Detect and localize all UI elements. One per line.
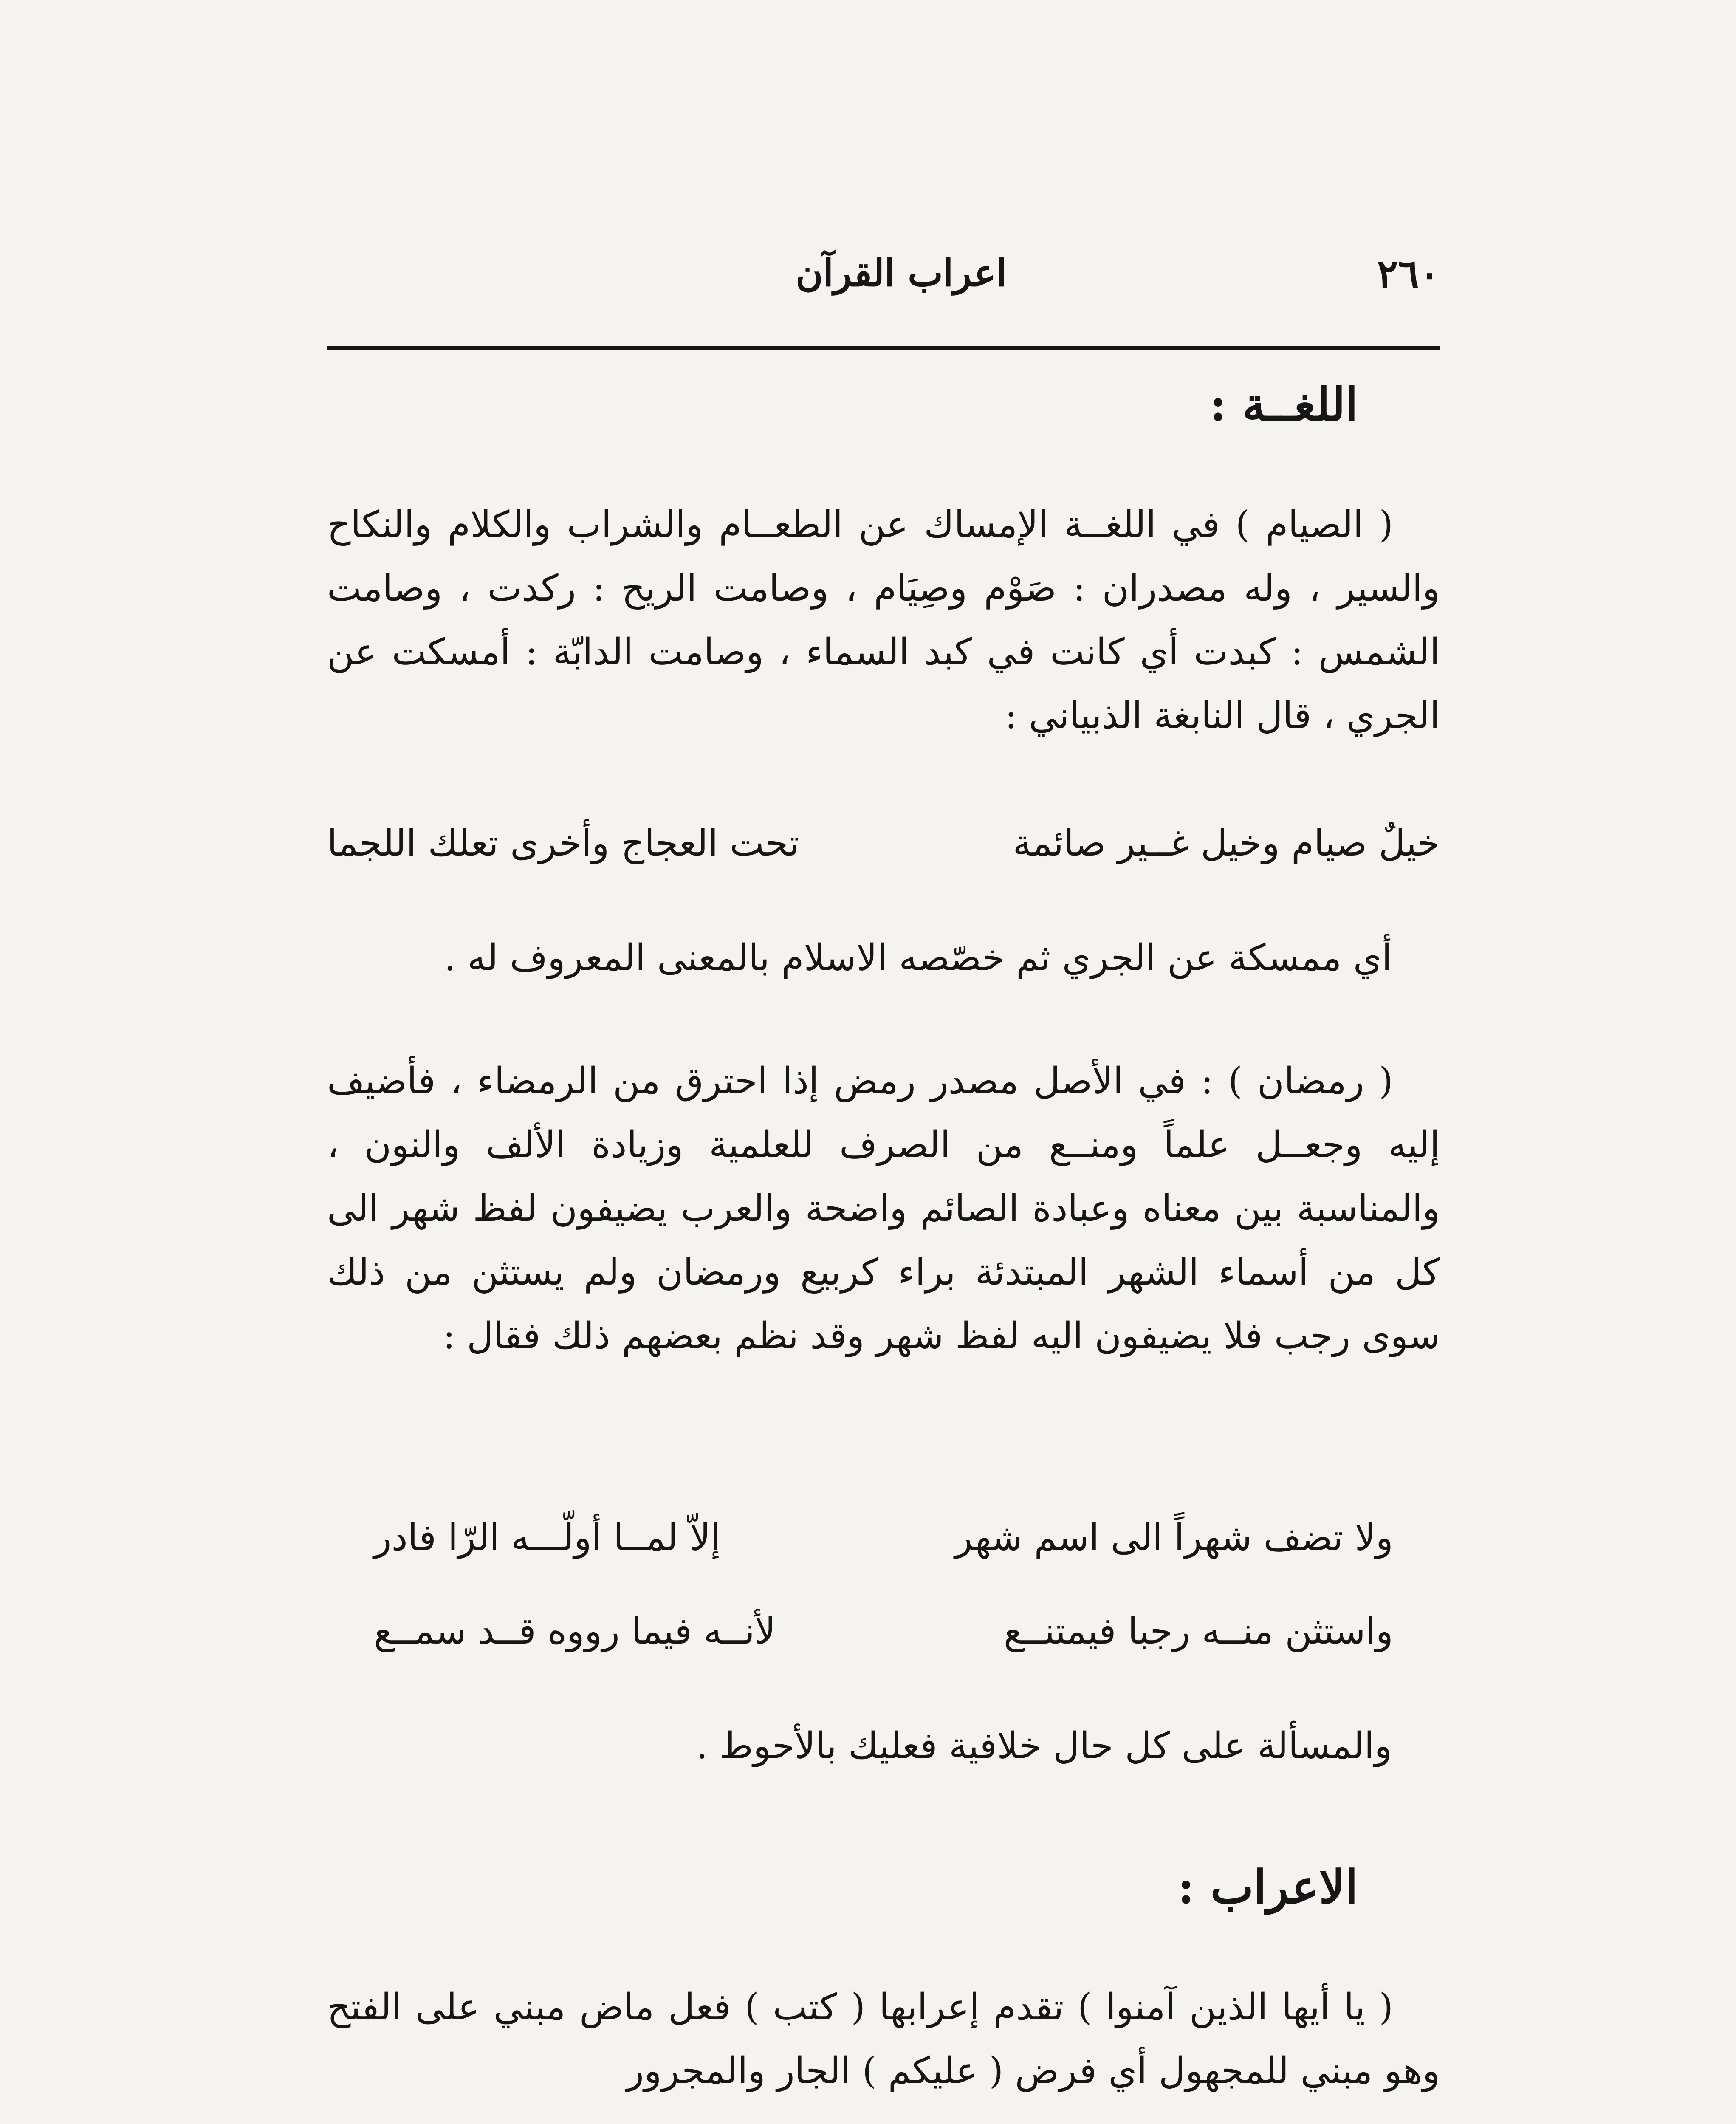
verse-shahr-1	[327, 1517, 1440, 1572]
verse-hemistich-left: لأنــه فيما رووه قــد سمــع	[374, 1610, 776, 1652]
paragraph-irab: ( يا أيها الذين آمنوا ) تقدم إعرابها ( كتب ) فعل ماض مبني على الفتح وهو مبني للمجهول أي فرض ( عليكم ) الجار والمجرور	[327, 1986, 1440, 2092]
paragraph-ramadan: ( رمضان ) : في الأصل مصدر رمض إذا احترق من الرمضاء ، فأضيف إليه وجعــل علماً ومنــع من الصرف للعلمية وزيادة الألف والنون ، والمناسبة بين معناه وعبادة الصائم واضحة والعرب يضيفون لفظ شهر الى كل من أسماء الشهر المبتدئة براء كربيع ورمضان ولم يستثن من ذلك سوى رجب فلا يضيفون اليه لفظ شهر وقد نظم بعضهم ذلك فقال :	[327, 1060, 1440, 1357]
verse-shahr-2	[327, 1610, 1440, 1665]
verse-hemistich-left: تحت العجاج وأخرى تعلك اللجما	[327, 822, 799, 864]
paragraph-masala: والمسألة على كل حال خلافية فعليك بالأحوط .	[696, 1725, 1392, 1767]
paragraph-siyam: ( الصيام ) في اللغــة الإمساك عن الطعــام والشراب والكلام والنكاح والسير ، وله مصدران : صَوْم وصِيَام ، وصامت الريح : ركدت ، وصامت الشمس : كبدت أي كانت في كبد السماء ، وصامت الدابّة : أمسكت عن الجري ، قال النابغة الذبياني :	[327, 503, 1440, 737]
section-heading-irab: الاعراب :	[1177, 1861, 1358, 1914]
section-heading-lugha: اللغــة :	[1209, 378, 1358, 432]
page-number: ٢٦٠	[1377, 251, 1440, 297]
verse-hemistich-right: خيلٌ صيام وخيل غــير صائمة	[1013, 822, 1440, 864]
verse-hemistich-left: إلاّ لمــا أولّـــه الرّا فادر	[374, 1517, 721, 1559]
verse-hemistich-right: واستثن منــه رجبا فيمتنــع	[1003, 1610, 1393, 1652]
verse-hemistich-right: ولا تضف شهراً الى اسم شهر	[955, 1517, 1393, 1559]
paragraph-mumsika: أي ممسكة عن الجري ثم خصّصه الاسلام بالمعنى المعروف له .	[444, 937, 1392, 979]
verse-nabigha	[327, 822, 1440, 877]
running-title: اعراب القرآن	[796, 251, 1007, 295]
running-header	[327, 251, 1440, 310]
header-rule	[327, 346, 1440, 350]
